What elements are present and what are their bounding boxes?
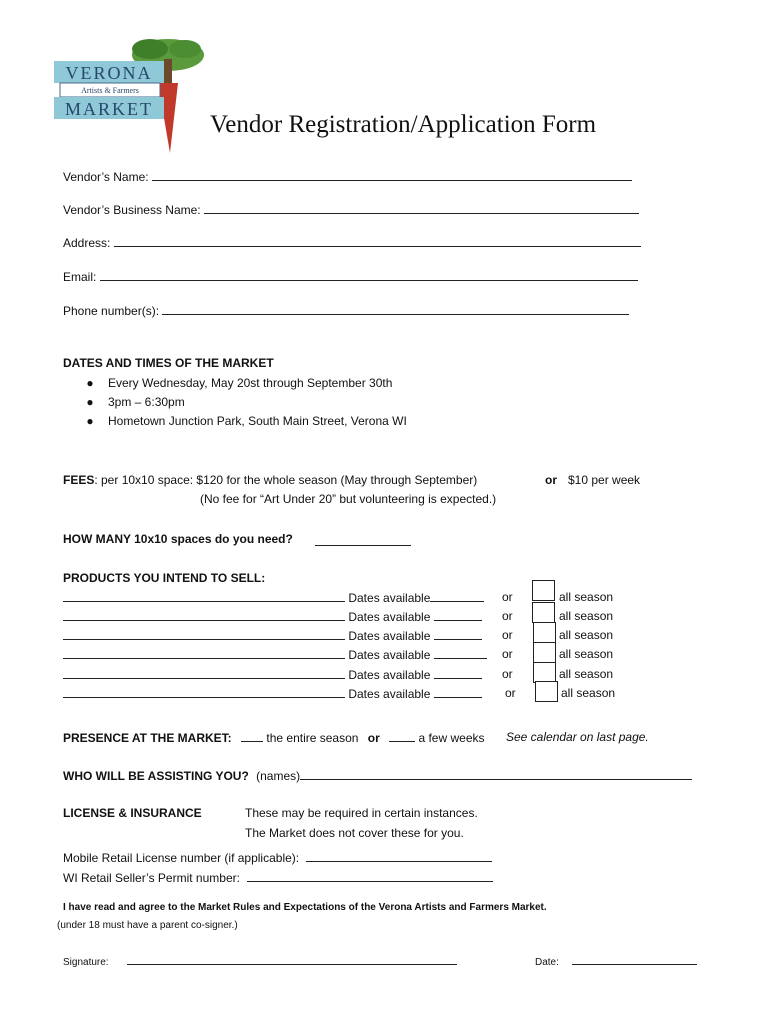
business-name-label: Vendor’s Business Name: bbox=[63, 203, 201, 217]
dates-item: ● Every Wednesday, May 20st through September 30th bbox=[86, 376, 393, 390]
date-field[interactable] bbox=[572, 955, 697, 965]
assisting-label: WHO WILL BE ASSISTING YOU? bbox=[63, 769, 249, 783]
all-season-label: all season bbox=[559, 628, 614, 642]
mobile-license-row: Mobile Retail License number (if applicable): bbox=[63, 850, 492, 865]
license-text: These may be required in certain instances. bbox=[245, 806, 478, 820]
vendor-name-row bbox=[63, 169, 632, 184]
phone-label: Phone number(s): bbox=[63, 304, 160, 318]
business-name-field[interactable] bbox=[204, 202, 639, 214]
business-name-row bbox=[63, 202, 639, 217]
license-text: The Market does not cover these for you. bbox=[245, 826, 464, 840]
product-row: Dates available bbox=[63, 628, 482, 643]
spaces-field[interactable] bbox=[315, 534, 411, 546]
all-season-checkbox[interactable] bbox=[533, 642, 556, 663]
product-row: Dates available bbox=[63, 647, 487, 662]
product-dates-field[interactable] bbox=[434, 628, 482, 640]
product-or: or bbox=[502, 647, 513, 661]
all-season-label: all season bbox=[559, 609, 614, 623]
product-field[interactable] bbox=[63, 590, 345, 602]
svg-text:Artists & Farmers: Artists & Farmers bbox=[81, 86, 139, 95]
product-dates-field[interactable] bbox=[430, 590, 484, 602]
product-row: Dates available bbox=[63, 686, 482, 701]
address-row bbox=[63, 235, 641, 250]
date-row: Date: bbox=[535, 955, 697, 968]
product-row: Dates available bbox=[63, 609, 482, 624]
entire-season-field[interactable] bbox=[241, 730, 263, 742]
product-dates-field[interactable] bbox=[434, 667, 482, 679]
product-field[interactable] bbox=[63, 628, 345, 640]
vendor-name-label: Vendor’s Name: bbox=[63, 170, 149, 184]
dates-heading: DATES AND TIMES OF THE MARKET bbox=[63, 356, 274, 370]
product-field[interactable] bbox=[63, 647, 345, 659]
few-weeks-field[interactable] bbox=[389, 730, 415, 742]
product-or: or bbox=[502, 628, 513, 642]
assisting-field[interactable] bbox=[300, 768, 692, 780]
all-season-label: all season bbox=[559, 667, 614, 681]
all-season-checkbox[interactable] bbox=[533, 622, 556, 643]
signature-field[interactable] bbox=[127, 955, 457, 965]
product-or: or bbox=[502, 590, 513, 604]
license-label: LICENSE & INSURANCE bbox=[63, 806, 202, 820]
product-field[interactable] bbox=[63, 609, 345, 621]
page-title: Vendor Registration/Application Form bbox=[210, 111, 597, 138]
svg-text:MARKET: MARKET bbox=[65, 99, 153, 119]
product-field[interactable] bbox=[63, 686, 345, 698]
product-or: or bbox=[505, 686, 516, 700]
fees-weekly: $10 per week bbox=[568, 473, 641, 487]
all-season-checkbox[interactable] bbox=[532, 602, 555, 623]
products-heading: PRODUCTS YOU INTEND TO SELL: bbox=[63, 571, 266, 585]
verona-market-logo bbox=[50, 35, 210, 160]
address-label: Address: bbox=[63, 236, 111, 250]
address-field[interactable] bbox=[114, 235, 641, 247]
product-row: Dates available bbox=[63, 590, 484, 605]
all-season-label: all season bbox=[561, 686, 616, 700]
presence-row: PRESENCE AT THE MARKET: the entire season or a few weeks bbox=[63, 731, 485, 745]
email-row bbox=[63, 269, 638, 284]
phone-field[interactable] bbox=[162, 303, 629, 315]
product-dates-field[interactable] bbox=[434, 686, 482, 698]
fees-or: or bbox=[545, 473, 557, 487]
agreement-note: (under 18 must have a parent co-signer.) bbox=[57, 920, 238, 931]
signature-row: Signature: bbox=[63, 955, 457, 968]
presence-label: PRESENCE AT THE MARKET: bbox=[63, 731, 232, 745]
agreement-text: I have read and agree to the Market Rules and Expectations of the Verona Artists and Farmers Market. bbox=[63, 902, 547, 913]
product-dates-field[interactable] bbox=[434, 609, 482, 621]
vendor-name-field[interactable] bbox=[152, 169, 632, 181]
assisting-row: WHO WILL BE ASSISTING YOU? (names) bbox=[63, 768, 692, 783]
fees-note: (No fee for “Art Under 20” but volunteering is expected.) bbox=[200, 492, 497, 506]
product-row: Dates available bbox=[63, 667, 482, 682]
all-season-label: all season bbox=[559, 647, 614, 661]
product-field[interactable] bbox=[63, 667, 345, 679]
email-label: Email: bbox=[63, 270, 97, 284]
all-season-checkbox[interactable] bbox=[535, 681, 558, 702]
spaces-question: HOW MANY 10x10 spaces do you need? bbox=[63, 532, 293, 546]
fees-line: FEES: per 10x10 space: $120 for the whole season (May through September) bbox=[63, 473, 478, 487]
dates-item: ● Hometown Junction Park, South Main Street, Verona WI bbox=[86, 414, 407, 428]
dates-item: ● 3pm – 6:30pm bbox=[86, 395, 185, 409]
svg-text:VERONA: VERONA bbox=[65, 63, 153, 83]
product-dates-field[interactable] bbox=[434, 647, 487, 659]
product-or: or bbox=[502, 667, 513, 681]
seller-permit-field[interactable] bbox=[247, 870, 493, 882]
all-season-checkbox[interactable] bbox=[532, 580, 555, 601]
email-field[interactable] bbox=[100, 269, 638, 281]
product-or: or bbox=[502, 609, 513, 623]
calendar-note: See calendar on last page. bbox=[506, 730, 649, 744]
all-season-checkbox[interactable] bbox=[533, 662, 556, 683]
seller-permit-row: WI Retail Seller’s Permit number: bbox=[63, 870, 493, 885]
fees-label: FEES bbox=[63, 473, 95, 487]
all-season-label: all season bbox=[559, 590, 614, 604]
phone-row bbox=[63, 303, 629, 318]
mobile-license-field[interactable] bbox=[306, 850, 492, 862]
